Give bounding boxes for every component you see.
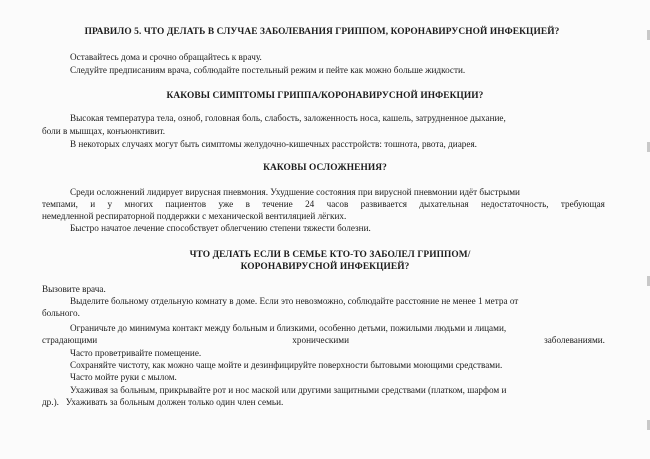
paragraph: больного.: [42, 308, 80, 318]
paragraph: Сохраняйте чистоту, как можно чаще мойте и дезинфицируйте поверхности бытовыми моющими средствами.: [70, 360, 503, 370]
word: 24: [305, 199, 315, 209]
paragraph: немедленной респираторной поддержки с механической вентиляцией лёгких.: [42, 211, 347, 221]
word: хроническими: [292, 335, 350, 345]
heading-symptoms: КАКОВЫ СИМПТОМЫ ГРИППА/КОРОНАВИРУСНОЙ ИНФЕКЦИИ?: [166, 91, 484, 101]
paragraph: Ухаживая за больным, прикрывайте рот и нос маской или другими защитными средствами (платком, шарфом и: [70, 385, 507, 395]
word: страдающими: [42, 335, 98, 345]
heading-rule5: ПРАВИЛО 5. ЧТО ДЕЛАТЬ В СЛУЧАЕ ЗАБОЛЕВАНИЯ ГРИППОМ, КОРОНАВИРУСНОЙ ИНФЕКЦИЕЙ?: [84, 27, 560, 37]
paragraph: боли в мышцах, конъюнктивит.: [42, 126, 166, 136]
word: требующая: [560, 199, 605, 209]
paragraph: Ограничьте до минимума контакт между больным и близкими, особенно детьми, пожилыми людьми и лицами,: [70, 323, 507, 333]
word: течение: [262, 199, 293, 209]
paragraph: Часто мойте руки с мылом.: [70, 372, 177, 382]
paragraph: Выделите больному отдельную комнату в доме. Если это невозможно, соблюдайте расстояние не менее 1 метра от: [70, 296, 519, 306]
justified-line: [42, 198, 605, 210]
word: темпами,: [42, 199, 78, 209]
heading-family-line2: КОРОНАВИРУСНОЙ ИНФЕКЦИЕЙ?: [240, 262, 410, 272]
word: развивается: [360, 199, 408, 209]
paragraph: др.). Ухаживать за больным должен только один член семьи.: [42, 397, 284, 407]
word: пациентов: [165, 199, 207, 209]
word: недостаточность,: [480, 199, 549, 209]
paragraph: Следуйте предписаниям врача, соблюдайте постельный режим и пейте как можно больше жидкости.: [70, 65, 466, 75]
paragraph: Оставайтесь дома и срочно обращайтесь к врачу.: [70, 52, 262, 62]
paragraph: Среди осложнений лидирует вирусная пневмония. Ухудшение состояния при вирусной пневмонии идёт быстрыми: [70, 187, 520, 197]
justified-line: [42, 334, 605, 346]
paragraph: Высокая температура тела, озноб, головная боль, слабость, заложенность носа, кашель, затрудненное дыхание,: [70, 113, 506, 123]
word: и: [90, 199, 96, 209]
word: заболеваниями.: [544, 335, 605, 345]
paragraph: Часто проветривайте помещение.: [70, 348, 202, 358]
word: у: [107, 199, 113, 209]
word: уже: [218, 199, 234, 209]
word: часов: [326, 199, 349, 209]
heading-family-line1: ЧТО ДЕЛАТЬ ЕСЛИ В СЕМЬЕ КТО-ТО ЗАБОЛЕЛ ГРИППОМ/: [189, 250, 471, 260]
paragraph: Быстро начатое лечение способствует облегчению степени тяжести болезни.: [70, 223, 371, 233]
word: в: [245, 199, 250, 209]
paragraph: Вызовите врача.: [42, 284, 106, 294]
paragraph: В некоторых случаях могут быть симптомы желудочно-кишечных расстройств: тошнота, рвота, диарея.: [70, 139, 477, 149]
word: дыхательная: [419, 199, 469, 209]
heading-complications: КАКОВЫ ОСЛОЖНЕНИЯ?: [263, 163, 387, 173]
word: многих: [124, 199, 154, 209]
